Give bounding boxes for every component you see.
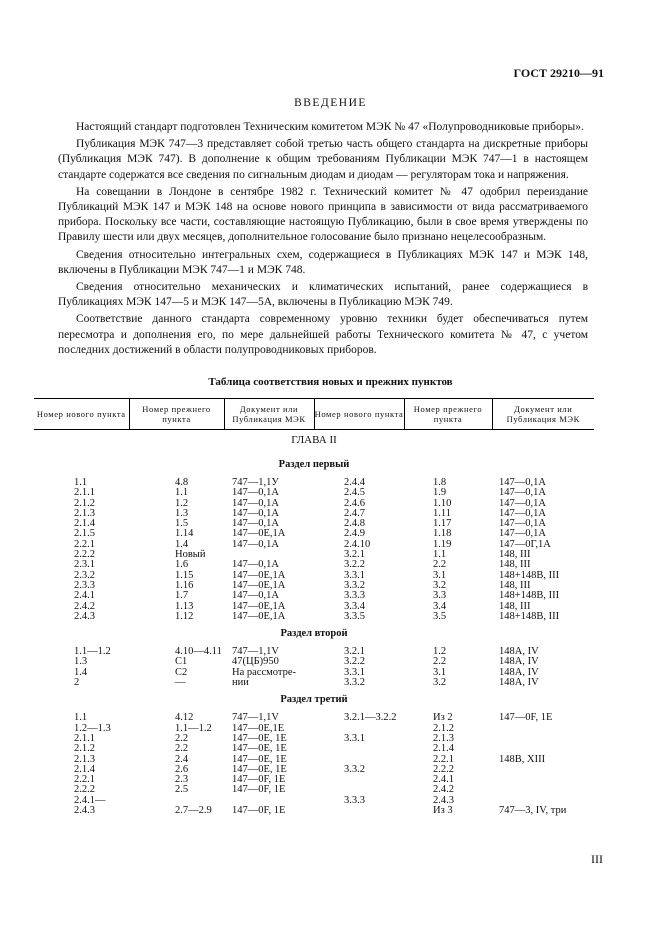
old-clause-cell: — (175, 677, 186, 689)
intro-paragraph: На совещании в Лондоне в сентябре 1982 г. Технический комитет № 47 одобрил переиздание Публикаций МЭК 147 и МЭК 148 на основе нового принципа в зависимости от вида рассматриваемого прибора. Поскольку все части, составляющие настоящую Публикацию, были в свое время утверждены по Правилу шести или двух месяцев, дополнительное голосование было признано нецелесообразным. (58, 185, 588, 244)
old-clause-cell: 1.1 (175, 487, 189, 499)
document-cell: 147—0,1А (499, 477, 546, 488)
old-clause-cell: 1.17 (433, 518, 452, 530)
new-clause-cell: 3.3.2 (344, 677, 365, 689)
new-clause-cell: 2.2.1 (74, 538, 95, 550)
document-cell: 148+148В, III (499, 610, 560, 622)
old-clause-cell: С1 (175, 656, 188, 668)
new-clause-cell: 1.3 (74, 656, 88, 668)
new-clause-cell: 2.3.2 (74, 569, 95, 581)
document-cell: 148А, IV (499, 666, 539, 678)
new-clause-cell: 3.3.1 (344, 732, 365, 744)
document-cell: 747—1,1V (232, 712, 279, 724)
old-clause-cell: 1.9 (433, 487, 447, 499)
document-cell: 148А, IV (499, 656, 539, 668)
new-clause-cell: 1.1 (74, 712, 88, 724)
new-clause-cell: 3.3.2 (344, 763, 365, 775)
new-clause-cell: 2.2.1 (74, 774, 95, 786)
new-clause-cell: 2.1.3 (74, 507, 95, 519)
new-clause-cell: 3.3.3 (344, 590, 365, 602)
new-clause-cell: 2.2.2 (74, 784, 95, 796)
document-cell: 747—1,1У (232, 477, 279, 488)
new-clause-cell: 3.3.2 (344, 579, 365, 591)
document-cell: 147—0Е,1А (232, 579, 286, 591)
document-cell: 147—0,1А (232, 487, 279, 499)
new-clause-cell: 1.1 (74, 477, 88, 488)
new-clause-cell: 2.4.8 (344, 518, 365, 530)
old-clause-cell: 3.4 (433, 600, 447, 612)
document-cell (492, 724, 594, 734)
document-cell: 147—0Е, 1Е (232, 732, 287, 744)
intro-paragraph: Сведения относительно интегральных схем, содержащиеся в Публикациях МЭК 147 и МЭК 148, включены в Публикации МЭК 747—1 и МЭК 748. (58, 248, 588, 276)
old-clause-cell: 1.14 (175, 528, 194, 540)
new-clause-cell: 2.4.1— (74, 794, 106, 806)
table-row (34, 713, 594, 723)
old-clause-cell: 1.11 (433, 507, 451, 519)
old-clause-cell: 3.5 (433, 610, 447, 622)
old-clause-cell: 1.16 (175, 579, 194, 591)
document-cell (492, 785, 594, 795)
old-clause-cell: Новый (175, 549, 206, 561)
old-clause-cell: 4.12 (175, 712, 194, 724)
document-cell: 147—0Е,1А (232, 528, 286, 540)
old-clause-cell: 2.5 (175, 784, 189, 796)
old-clause-cell: 2.6 (175, 763, 189, 775)
new-clause-cell: 2.1.4 (74, 518, 95, 530)
document-cell: 147—0,1А (232, 507, 279, 519)
document-cell: 147—0,1А (499, 487, 546, 499)
new-clause-cell: 2.4.10 (344, 538, 371, 550)
new-clause-cell: 3.3.4 (344, 600, 365, 612)
section-table (34, 713, 594, 816)
old-clause-cell: 1.3 (175, 507, 189, 519)
table-row (34, 744, 594, 754)
section-heading: Раздел третий (280, 694, 348, 706)
document-cell: 148, III (499, 559, 531, 571)
header-document: Документ или Публикация МЭК (224, 399, 314, 430)
old-clause-cell: 1.4 (175, 538, 189, 550)
document-cell: 147—0F, 1Е (499, 712, 553, 724)
document-cell: 148В, XIII (499, 753, 546, 765)
chapter-heading: ГЛАВА II (291, 434, 337, 446)
header-document: Документ или Публикация МЭК (492, 399, 594, 430)
document-cell: На рассмотре- (232, 666, 296, 678)
header-new-clause: Номер нового пункта (34, 399, 129, 430)
old-clause-cell: 1.2 (433, 646, 447, 658)
old-clause-cell: 2.4.2 (433, 784, 454, 796)
document-cell: 147—0F, 1Е (232, 784, 286, 796)
table-row (34, 775, 594, 785)
new-clause-cell (314, 806, 404, 816)
document-cell: 147—0,1А (232, 497, 279, 509)
document-cell: 747—3, IV, три (499, 805, 567, 817)
document-cell: 147—0Е,1А (232, 569, 286, 581)
table-title: Таблица соответствия новых и прежних пунктов (208, 376, 453, 388)
new-clause-cell: 2.1.2 (74, 497, 95, 509)
new-clause-cell: 2.2.2 (74, 549, 95, 561)
old-clause-cell: 1.8 (433, 477, 447, 488)
old-clause-cell: 1.13 (175, 600, 194, 612)
document-cell: 147—0F, 1Е (232, 774, 286, 786)
document-cell (492, 775, 594, 785)
intro-paragraph: Соответствие данного стандарта современному уровню техники будет обеспечиваться путем пересмотра и дополнения его, по мере дальнейшей работы Технического комитета № 47, с учетом последних достижений в области полупроводниковых приборов. (58, 313, 588, 356)
document-cell: 147—0,1А (232, 590, 279, 602)
old-clause-cell: 2.2 (175, 743, 189, 755)
section-table (34, 478, 594, 622)
old-clause-cell: 1.10 (433, 497, 452, 509)
document-code: ГОСТ 29210—91 (513, 66, 604, 80)
new-clause-cell: 2.1.4 (74, 763, 95, 775)
header-old-clause: Номер прежнего пункта (404, 399, 492, 430)
document-cell: 147—0,1А (499, 497, 546, 509)
old-clause-cell: 2.4 (175, 753, 189, 765)
new-clause-cell: 2.3.1 (74, 559, 95, 571)
table-header (34, 398, 594, 430)
new-clause-cell (314, 744, 404, 754)
old-clause-cell: 3.3 (433, 590, 447, 602)
old-clause-cell: 1.19 (433, 538, 452, 550)
old-clause-cell: 2.4.3 (433, 794, 454, 806)
table-row (34, 806, 594, 816)
new-clause-cell: 2.3.3 (74, 579, 95, 591)
new-clause-cell (314, 775, 404, 785)
document-cell: 147—0Е,1Е (232, 722, 285, 734)
old-clause-cell: 2.2 (175, 732, 189, 744)
document-cell: 148, III (499, 600, 531, 612)
document-cell (492, 734, 594, 744)
page-number: III (591, 852, 603, 866)
old-clause-cell: 2.1.3 (433, 732, 454, 744)
table-row (34, 678, 594, 688)
old-clause-cell: 2.2.1 (433, 753, 454, 765)
document-cell: 147—0Е, 1Е (232, 763, 287, 775)
old-clause-cell: 2.2.2 (433, 763, 454, 775)
old-clause-cell: Из 2 (433, 712, 453, 724)
section-heading: Раздел первый (278, 459, 350, 470)
new-clause-cell: 3.3.1 (344, 569, 365, 581)
old-clause-cell: 4.10—4.11 (175, 646, 222, 658)
old-clause-cell: 1.12 (175, 610, 194, 622)
document-cell: 148А, IV (499, 677, 539, 689)
new-clause-cell: 3.2.2 (344, 559, 365, 571)
table-row (34, 612, 594, 622)
intro-paragraph: Настоящий стандарт подготовлен Техническим комитетом МЭК № 47 «Полупроводниковые приборы». (76, 121, 584, 133)
document-cell: 148, III (499, 579, 531, 591)
old-clause-cell: 3.2 (433, 579, 447, 591)
document-cell: 148А, IV (499, 646, 539, 658)
new-clause-cell: 2.4.9 (344, 528, 365, 540)
document-cell: 747—1,1V (232, 646, 279, 658)
document-cell: 147—0Е, 1Е (232, 743, 287, 755)
document-cell: 47(ЦБ)950 (232, 656, 279, 668)
table-row (34, 734, 594, 744)
old-clause-cell: 3.1 (433, 666, 447, 678)
new-clause-cell: 2.4.4 (344, 477, 365, 488)
document-cell: 147—0F, 1Е (232, 805, 286, 817)
new-clause-cell: 2.1.1 (74, 487, 95, 499)
table-row (34, 765, 594, 775)
new-clause-cell: 2.4.5 (344, 487, 365, 499)
new-clause-cell: 3.2.2 (344, 656, 365, 668)
document-cell: 148+148В, III (499, 590, 560, 602)
document-cell: 147—0Е, 1Е (232, 753, 287, 765)
new-clause-cell: 2.1.5 (74, 528, 95, 540)
old-clause-cell: 3.2 (433, 677, 447, 689)
intro-body (58, 120, 588, 360)
document-cell: 148+148В, III (499, 569, 560, 581)
document-cell: 147—0Е,1А (232, 600, 286, 612)
intro-paragraph: Публикация МЭК 747—3 представляет собой третью часть общего стандарта на дискретные приборы (Публикация МЭК 747). В дополнение к общим требованиям Публикации МЭК 747—1 в настоящем стандарте содержатся все сведения по сигнальным диодам и диодам — регуляторам тока и напряжения. (58, 138, 588, 181)
table-row (34, 724, 594, 734)
document-cell: 148, III (499, 549, 531, 561)
old-clause-cell: 2.2 (433, 656, 447, 668)
old-clause-cell: 1.6 (175, 559, 189, 571)
old-clause-cell: 1.1 (433, 549, 447, 561)
old-clause-cell: 3.1 (433, 569, 447, 581)
new-clause-cell: 2.1.3 (74, 753, 95, 765)
old-clause-cell: 2.1.2 (433, 722, 454, 734)
correspondence-table (34, 398, 594, 816)
new-clause-cell: 1.2—1.3 (74, 722, 111, 734)
intro-paragraph: Сведения относительно механических и климатических испытаний, ранее содержащиеся в Публикациях МЭК 147—5 и МЭК 147—5А, включены в Публикацию МЭК 749. (58, 281, 588, 309)
old-clause-cell: 1.15 (175, 569, 194, 581)
table-sections (34, 457, 594, 816)
old-clause-cell: 1.5 (175, 518, 189, 530)
document-cell: 147—0Г,1А (499, 538, 551, 550)
old-clause-cell: 2.3 (175, 774, 189, 786)
document-cell: 147—0,1А (232, 538, 279, 550)
document-cell: 147—0,1А (232, 518, 279, 530)
new-clause-cell: 3.2.1—3.2.2 (344, 712, 397, 724)
document-cell: 147—0,1А (499, 507, 546, 519)
document-cell (492, 765, 594, 775)
new-clause-cell: 3.3.3 (344, 794, 365, 806)
new-clause-cell: 1.4 (74, 666, 88, 678)
old-clause-cell: 1.1—1.2 (175, 722, 212, 734)
new-clause-cell: 3.2.1 (344, 646, 365, 658)
old-clause-cell: 2.2 (433, 559, 447, 571)
old-clause-cell: 1.7 (175, 590, 189, 602)
document-cell: 147—0Е,1А (232, 610, 286, 622)
new-clause-cell: 2.1.2 (74, 743, 95, 755)
old-clause-cell: 4.8 (175, 477, 189, 488)
header-new-clause: Номер нового пункта (314, 399, 404, 430)
new-clause-cell: 2 (74, 677, 80, 689)
table-row (34, 755, 594, 765)
new-clause-cell: 2.1.1 (74, 732, 95, 744)
document-cell: 147—0,1А (499, 518, 546, 530)
intro-title: ВВЕДЕНИЕ (294, 97, 367, 109)
new-clause-cell: 2.4.3 (74, 610, 95, 622)
old-clause-cell: С2 (175, 666, 188, 678)
new-clause-cell: 2.4.7 (344, 507, 365, 519)
new-clause-cell: 3.2.1 (344, 549, 365, 561)
old-clause-cell: 2.7—2.9 (175, 805, 212, 817)
section-table (34, 647, 594, 688)
new-clause-cell: 2.4.6 (344, 497, 365, 509)
document-cell: нии (232, 677, 249, 689)
section-heading: Раздел второй (280, 628, 348, 640)
document-cell: 147—0,1А (232, 559, 279, 571)
new-clause-cell: 2.4.2 (74, 600, 95, 612)
new-clause-cell: 2.4.1 (74, 590, 95, 602)
header-old-clause: Номер прежнего пункта (129, 399, 224, 430)
old-clause-cell: 1.18 (433, 528, 452, 540)
new-clause-cell: 3.3.5 (344, 610, 365, 622)
old-clause-cell: 2.4.1 (433, 774, 454, 786)
document-cell: 147—0,1А (499, 528, 546, 540)
new-clause-cell: 1.1—1.2 (74, 646, 111, 658)
document-cell (492, 744, 594, 754)
new-clause-cell: 2.4.3 (74, 805, 95, 817)
old-clause-cell: 1.2 (175, 497, 189, 509)
new-clause-cell: 3.3.1 (344, 666, 365, 678)
old-clause-cell: 2.1.4 (433, 743, 454, 755)
table-row (34, 785, 594, 795)
old-clause-cell: Из 3 (433, 805, 453, 817)
